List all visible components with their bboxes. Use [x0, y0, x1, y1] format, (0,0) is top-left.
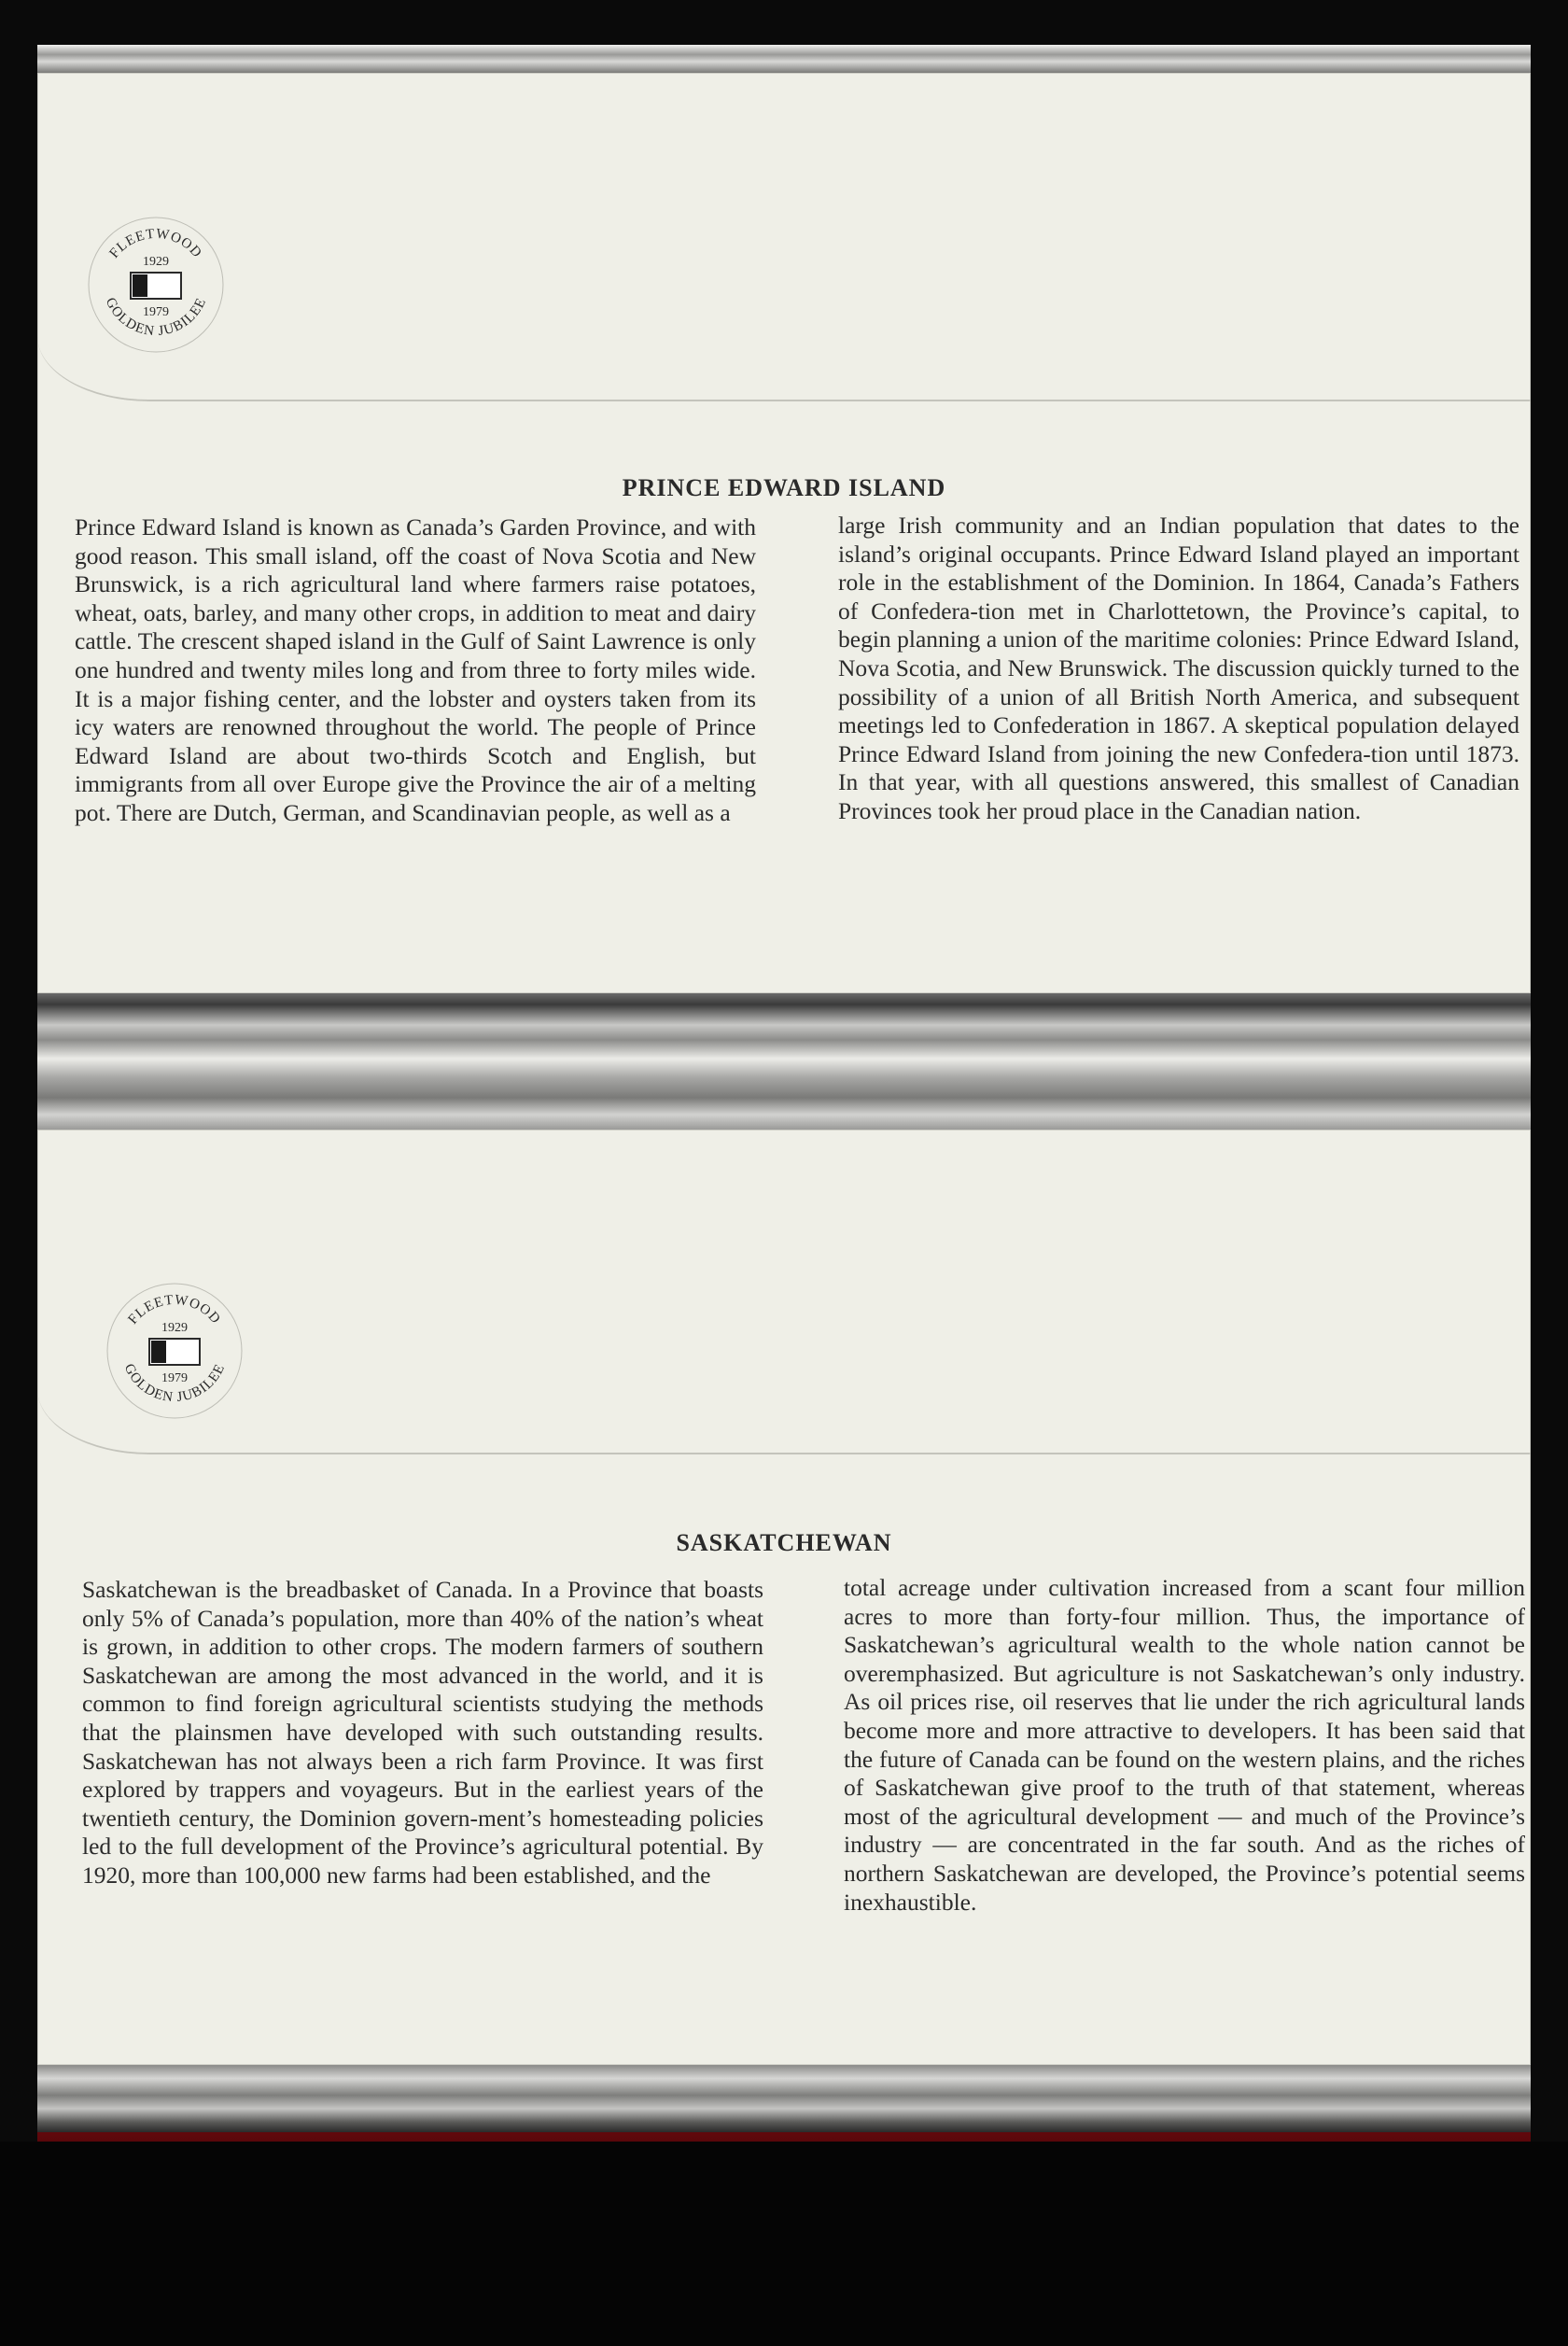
seal-year-end: 1979 — [161, 1371, 188, 1385]
sleeve-divider — [37, 993, 1531, 1130]
card-title: PRINCE EDWARD ISLAND — [622, 474, 946, 501]
card-text-right-column: total acreage under cultivation increased from a scant four million acres to more than forty-four million. Thus, the importance of Saskatchewan’s agricultural wealth to the whole nation cannot be overemphasized. But agriculture is not Saskatchewan’s only industry. As oil prices rise, oil reserves that lie under the rich agricultural lands become more and more attractive to developers. It has been said that the future of Canada can be found on the western plains, and the riches of Saskatchewan give proof to the truth of that statement, whereas most of the agricultural development — and much of the Province’s industry — are concentrated in the far south. And as the riches of northern Saskatchewan are developed, the Province’s potential seems inexhaustible. — [844, 1574, 1525, 1916]
seal-bottom-arc-text: GOLDEN JUBILEE — [120, 1361, 229, 1406]
card-text-right-column: large Irish community and an Indian population that dates to the island’s original occupants. Prince Edward Island played an important role in the establishment of the Dominion. In 1864, Canada’s Fathers of Confedera-tion met in Charlottetown, the Province’s capital, to begin planning a union of the maritime colonies: Prince Edward Island, Nova Scotia, and New Brunswick. The discussion quickly turned to the possibility of a union of all British North America, and subsequent meetings led to Confederation in 1867. A skeptical population delayed Prince Edward Island from joining the new Confedera-tion until 1873. In that year, with all questions answered, this smallest of Canadian Provinces took her proud place in the Canadian nation. — [838, 512, 1519, 824]
card-text-left-column: Saskatchewan is the breadbasket of Canada. In a Province that boasts only 5% of Canada’s population, more than 40% of the nation’s wheat is grown, in addition to other crops. The modern farmers of southern Saskatchewan are among the most advanced in the world, and it is common to find foreign agricultural scientists studying the methods that the plainsmen have developed with such outstanding results. Saskatchewan has not always been a rich farm Province. It was first explored by trappers and voyageurs. But in the earliest years of the twentieth century, the Dominion govern-ment’s homesteading policies led to the full development of the Province’s agricultural potential. By 1920, more than 100,000 new farms had been established, and the — [82, 1576, 763, 1889]
cover-card-saskatchewan — [37, 1130, 1531, 2065]
seal-top-arc-text: FLEETWOOD — [125, 1292, 224, 1328]
bottom-sleeve-edge — [37, 2065, 1531, 2132]
seal-box-fill — [151, 1341, 166, 1363]
seal-bottom-arc-text: GOLDEN JUBILEE — [102, 295, 210, 340]
seal-year-start: 1929 — [143, 255, 169, 269]
envelope-flap — [37, 1130, 1531, 1454]
fleetwood-jubilee-seal-icon — [86, 215, 226, 355]
seal-top-arc-text: FLEETWOOD — [106, 226, 205, 261]
dark-background — [0, 2142, 1568, 2346]
card-text-left-column: Prince Edward Island is known as Canada’s Garden Province, and with good reason. This small island, off the coast of Nova Scotia and New Brunswick, is a rich agricultural land where farmers raise potatoes, wheat, oats, barley, and many other crops, in addition to meat and dairy cattle. The crescent shaped island in the Gulf of Saint Lawrence is only one hundred and twenty miles long and from three to forty miles wide. It is a major fishing center, and the lobster and oysters taken from its icy waters are renowned throughout the world. The people of Prince Edward Island are about two-thirds Scotch and English, but immigrants from all over Europe give the Province the air of a melting pot. There are Dutch, German, and Scandinavian people, as well as a — [75, 513, 756, 826]
fleetwood-jubilee-seal-icon — [105, 1281, 245, 1421]
seal-year-start: 1929 — [161, 1321, 188, 1335]
cover-card-prince-edward-island — [37, 73, 1531, 993]
top-sleeve-edge — [37, 45, 1531, 73]
seal-box-fill — [133, 274, 147, 297]
card-title: SASKATCHEWAN — [676, 1529, 892, 1556]
seal-year-end: 1979 — [143, 305, 169, 319]
envelope-flap — [37, 73, 1531, 401]
